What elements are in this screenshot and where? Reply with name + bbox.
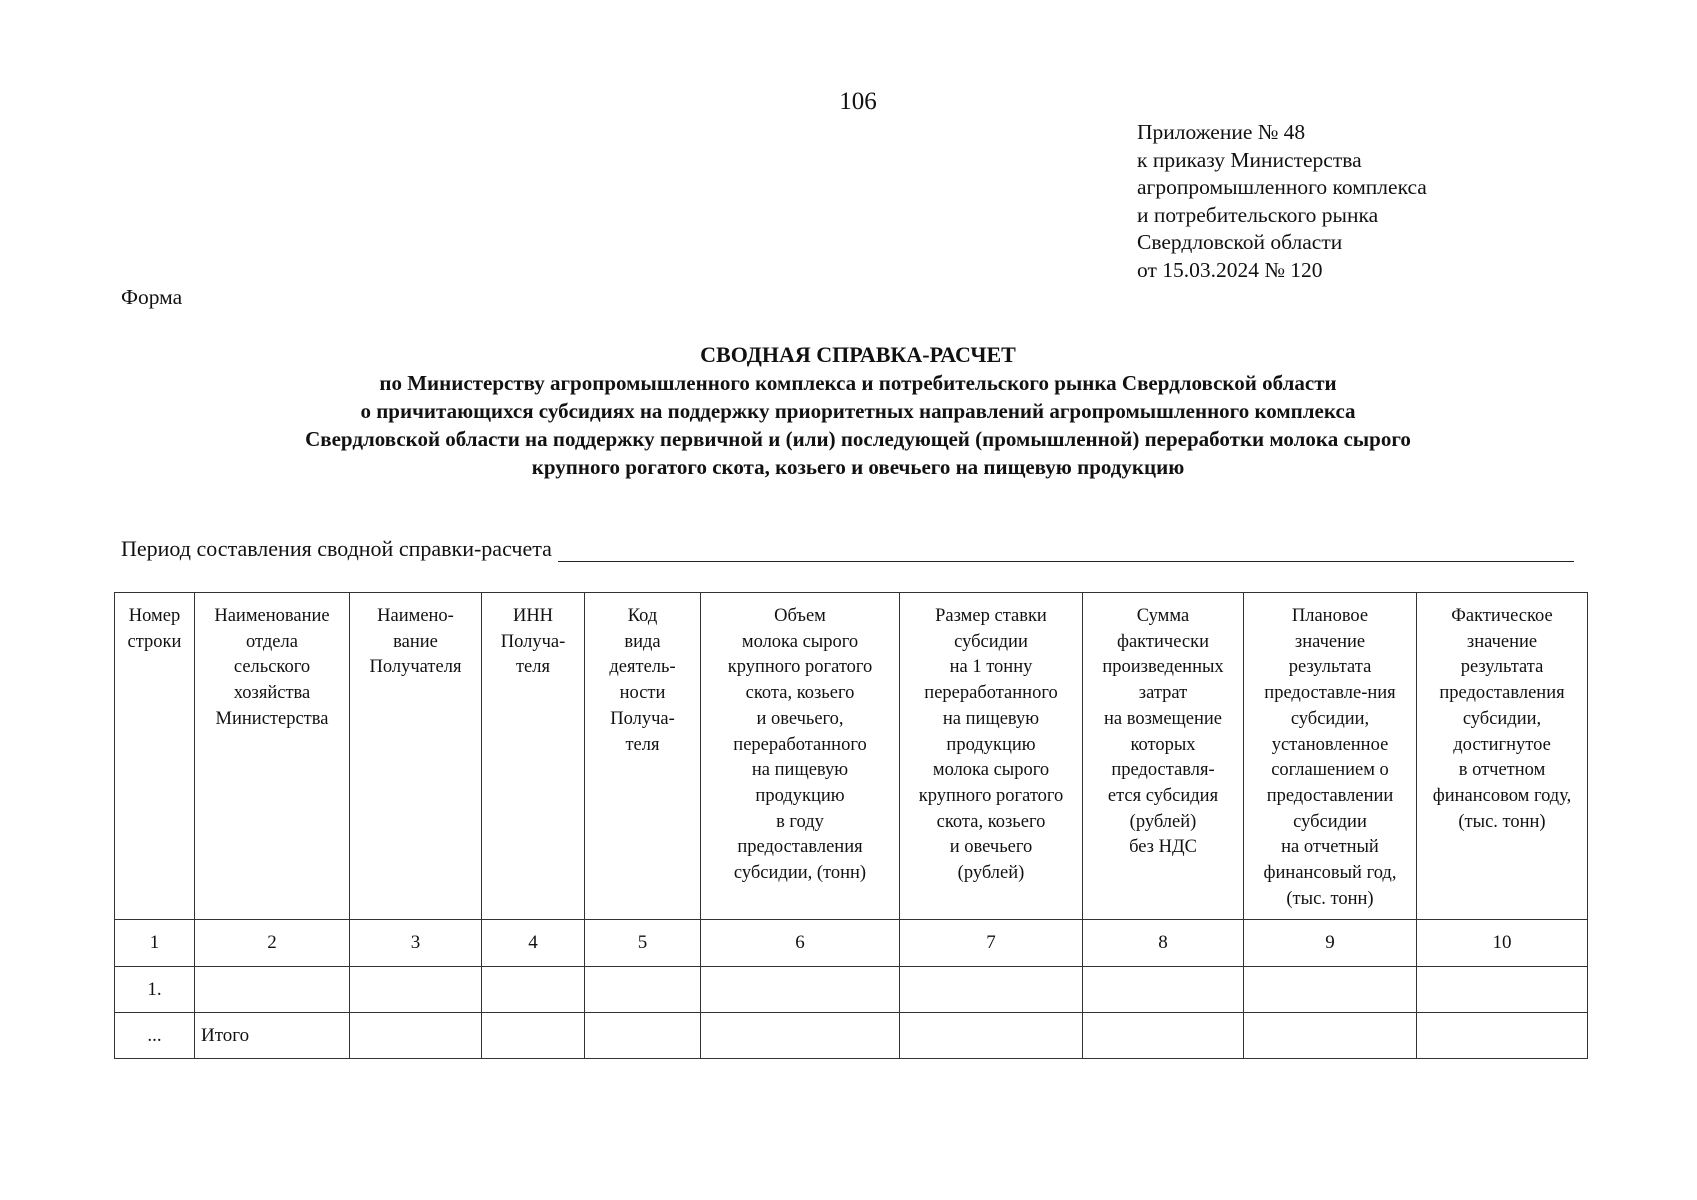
appendix-line: Приложение № 48: [1137, 120, 1306, 144]
table-cell[interactable]: [1083, 1013, 1244, 1059]
appendix-line: агропромышленного комплекса: [1137, 175, 1427, 199]
table-row-total: [115, 1013, 1588, 1059]
table-cell[interactable]: [1417, 1013, 1588, 1059]
table-cell[interactable]: [585, 1013, 701, 1059]
table-cell[interactable]: [482, 967, 585, 1013]
table-cell[interactable]: [1244, 1013, 1417, 1059]
table-cell[interactable]: [701, 967, 900, 1013]
column-number-cell: 1: [115, 920, 195, 967]
table-cell[interactable]: [350, 967, 482, 1013]
table-cell[interactable]: [900, 967, 1083, 1013]
table-cell[interactable]: [195, 967, 350, 1013]
header-cell: Плановое значение результата предоставле-ния субсидии, установленное соглашением о предоставлении субсидии на отчетный финансовый год, (тыс. тонн): [1244, 593, 1417, 920]
header-cell: Наимено- вание Получателя: [350, 593, 482, 920]
table-cell[interactable]: [701, 1013, 900, 1059]
table-row: [115, 967, 1588, 1013]
table-cell: ...: [115, 1013, 195, 1059]
report-table: [114, 592, 1588, 1059]
table-cell[interactable]: [482, 1013, 585, 1059]
title-main: СВОДНАЯ СПРАВКА-РАСЧЕТ: [700, 342, 1016, 367]
appendix-line: к приказу Министерства: [1137, 147, 1362, 172]
period-label: Период составления сводной справки-расчета: [121, 536, 552, 561]
column-number-cell: 6: [701, 920, 900, 967]
title-line: крупного рогатого скота, козьего и овечьего на пищевую продукцию: [531, 455, 1185, 479]
table-cell[interactable]: [585, 967, 701, 1013]
appendix-line: и потребительского рынка: [1137, 202, 1379, 227]
column-number-cell: 3: [350, 920, 482, 967]
header-cell: Объем молока сырого крупного рогатого скота, козьего и овечьего, переработанного на пищевую продукцию в году предоставления субсидии, (тонн): [701, 593, 900, 920]
header-cell: ИНН Получа- теля: [482, 593, 585, 920]
column-number-cell: 8: [1083, 920, 1244, 967]
column-number-cell: 5: [585, 920, 701, 967]
column-number-cell: 9: [1244, 920, 1417, 967]
column-number-cell: 4: [482, 920, 585, 967]
column-number-cell: 2: [195, 920, 350, 967]
title-line: о причитающихся субсидиях на поддержку приоритетных направлений агропромышленного комплекса: [360, 399, 1356, 423]
period-row: [121, 536, 1574, 562]
title-line: Свердловской области на поддержку первичной и (или) последующей (промышленной) переработки молока сырого: [305, 427, 1411, 451]
appendix-line: от 15.03.2024 № 120: [1137, 257, 1323, 282]
header-cell: Код вида деятель- ности Получа- теля: [585, 593, 701, 920]
table-cell[interactable]: [1083, 967, 1244, 1013]
column-number-row: [115, 920, 1588, 967]
table-cell[interactable]: [900, 1013, 1083, 1059]
table-cell: 1.: [115, 967, 195, 1013]
header-row: [115, 593, 1588, 920]
form-label: Форма: [121, 285, 183, 309]
period-fill-line[interactable]: [558, 541, 1574, 562]
header-cell: Сумма фактически произведенных затрат на возмещение которых предоставля- ется субсидия (рублей) без НДС: [1083, 593, 1244, 920]
header-cell: Наименование отдела сельского хозяйства Министерства: [195, 593, 350, 920]
appendix-line: Свердловской области: [1137, 230, 1343, 254]
column-number-cell: 10: [1417, 920, 1588, 967]
total-label-cell: Итого: [195, 1013, 350, 1059]
table-cell[interactable]: [1244, 967, 1417, 1013]
column-number-cell: 7: [900, 920, 1083, 967]
page-number: 106: [839, 88, 877, 115]
header-cell: Размер ставки субсидии на 1 тонну переработанного на пищевую продукцию молока сырого крупного рогатого скота, козьего и овечьего (рублей): [900, 593, 1083, 920]
document-title: [0, 341, 1697, 481]
header-cell: Фактическое значение результата предоставления субсидии, достигнутое в отчетном финансовом году, (тыс. тонн): [1417, 593, 1588, 920]
table-cell[interactable]: [350, 1013, 482, 1059]
title-line: по Министерству агропромышленного комплекса и потребительского рынка Свердловской области: [379, 371, 1337, 395]
appendix-block: [1137, 119, 1427, 284]
header-cell: Номер строки: [115, 593, 195, 920]
table-cell[interactable]: [1417, 967, 1588, 1013]
